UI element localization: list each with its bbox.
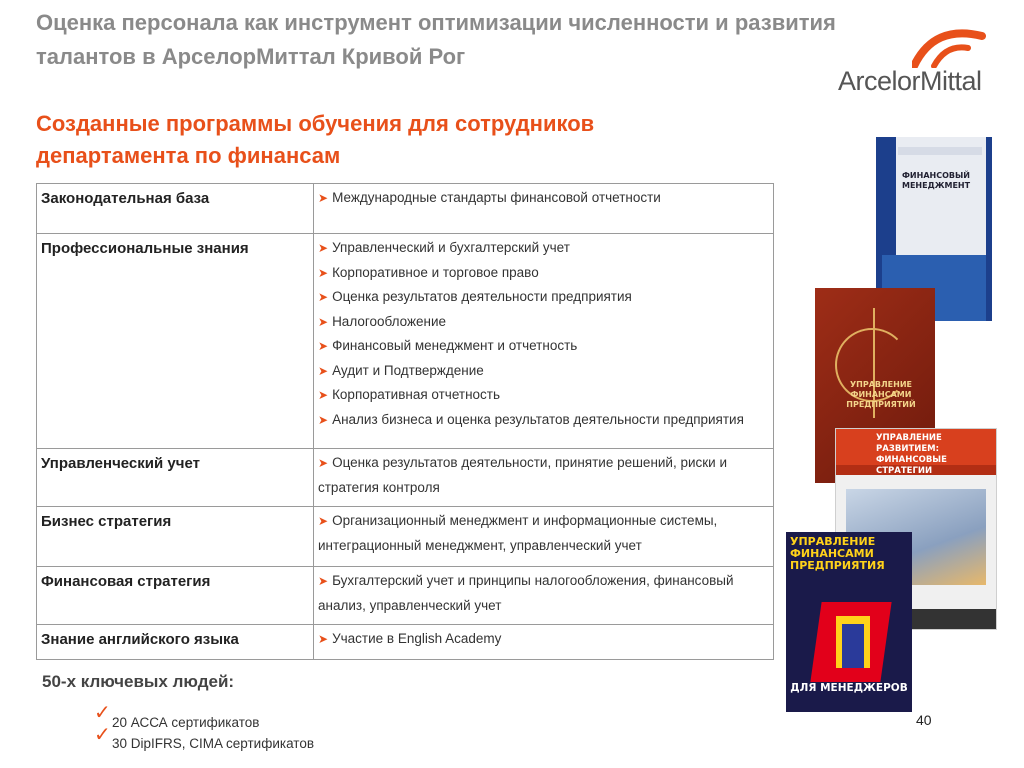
bullet-arrow-icon: ➤ [318,314,329,329]
bullet-arrow-icon: ➤ [318,191,329,205]
list-item: ➤ Оценка результатов деятельности предприятия [318,289,632,304]
bullet-arrow-icon: ➤ [318,388,329,402]
slide-subtitle: Созданные программы обучения для сотрудников департамента по финансам [36,111,595,168]
list-item: ➤ Анализ бизнеса и оценка результатов деятельности предприятия [318,411,744,427]
key-people-heading: 50-х ключевых людей: [42,672,235,691]
row-category: Профессиональные знания [37,234,314,449]
book-finance-for-managers [786,532,912,712]
training-programs-table [36,183,774,660]
page-number: 40 [916,712,932,728]
list-item: ➤ Участие в English Academy [318,631,502,646]
checkmark-icon: ✓ [94,702,111,724]
table-row [37,625,774,660]
table-row [37,449,774,507]
bullet-arrow-icon: ➤ [318,265,329,280]
row-category: Бизнес стратегия [37,507,314,567]
book4-title: УПРАВЛЕНИЕ ФИНАНСАМИ ПРЕДПРИЯТИЯ [790,535,885,572]
book3-title: УПРАВЛЕНИЕ РАЗВИТИЕМ: ФИНАНСОВЫЕ СТРАТЕГИИ [876,433,947,476]
row-category: Законодательная база [37,184,314,234]
bullet-arrow-icon: ➤ [318,363,329,378]
bullet-arrow-icon: ➤ [318,514,329,528]
list-item: ➤ Аудит и Подтверждение [318,362,484,378]
list-item: ➤ Финансовый менеджмент и отчетность [318,338,578,353]
checkmark-icon: ✓ [94,724,111,746]
row-items [314,567,774,625]
list-item: ➤ Международные стандарты финансовой отчетности [318,190,661,205]
bullet-arrow-icon: ➤ [318,456,329,470]
list-item: ➤ Бухгалтерский учет и принципы налогообложения, финансовый анализ, управленческий учет [318,573,734,613]
slide-title: Оценка персонала как инструмент оптимизации численности и развития талантов в АрселорМиттал Кривой Рог [36,10,836,69]
certificate-line: 20 АССА сертификатов [112,715,260,730]
row-items [314,625,774,660]
book2-title: УПРАВЛЕНИЕ ФИНАНСАМИ ПРЕДПРИЯТИЙ [846,380,916,409]
bullet-arrow-icon: ➤ [318,632,329,646]
list-item: ➤ Корпоративная отчетность [318,387,501,402]
row-items [314,449,774,507]
row-category: Финансовая стратегия [37,567,314,625]
table-row [37,507,774,567]
logo-text: ArcelorMittal [838,66,982,96]
row-items [314,507,774,567]
list-item: ➤ Управленческий и бухгалтерский учет [318,240,570,255]
bullet-arrow-icon: ➤ [318,339,329,353]
row-category: Знание английского языка [37,625,314,660]
table-row [37,184,774,234]
list-item: ➤ Организационный менеджмент и информационные системы, интеграционный менеджмент, управленческий учет [318,513,718,553]
book1-title: ФИНАНСОВЫЙ МЕНЕДЖМЕНТ [902,171,971,190]
logo-arc-icon [912,22,986,68]
arcelormittal-logo [838,22,998,102]
certificate-line: 30 DipIFRS, CIMA сертификатов [112,736,314,751]
bullet-arrow-icon: ➤ [318,412,329,427]
list-item: ➤ Налогообложение [318,313,447,329]
table-row [37,567,774,625]
bullet-arrow-icon: ➤ [318,241,329,255]
list-item: ➤ Оценка результатов деятельности, принятие решений, риски и стратегия контроля [318,455,728,495]
table-row [37,234,774,449]
row-items [314,234,774,449]
bullet-arrow-icon: ➤ [318,290,329,304]
bullet-arrow-icon: ➤ [318,574,329,588]
list-item: ➤ Корпоративное и торговое право [318,264,539,280]
book4-bottom: ДЛЯ МЕНЕДЖЕРОВ [790,682,908,694]
row-items [314,184,774,234]
row-category: Управленческий учет [37,449,314,507]
